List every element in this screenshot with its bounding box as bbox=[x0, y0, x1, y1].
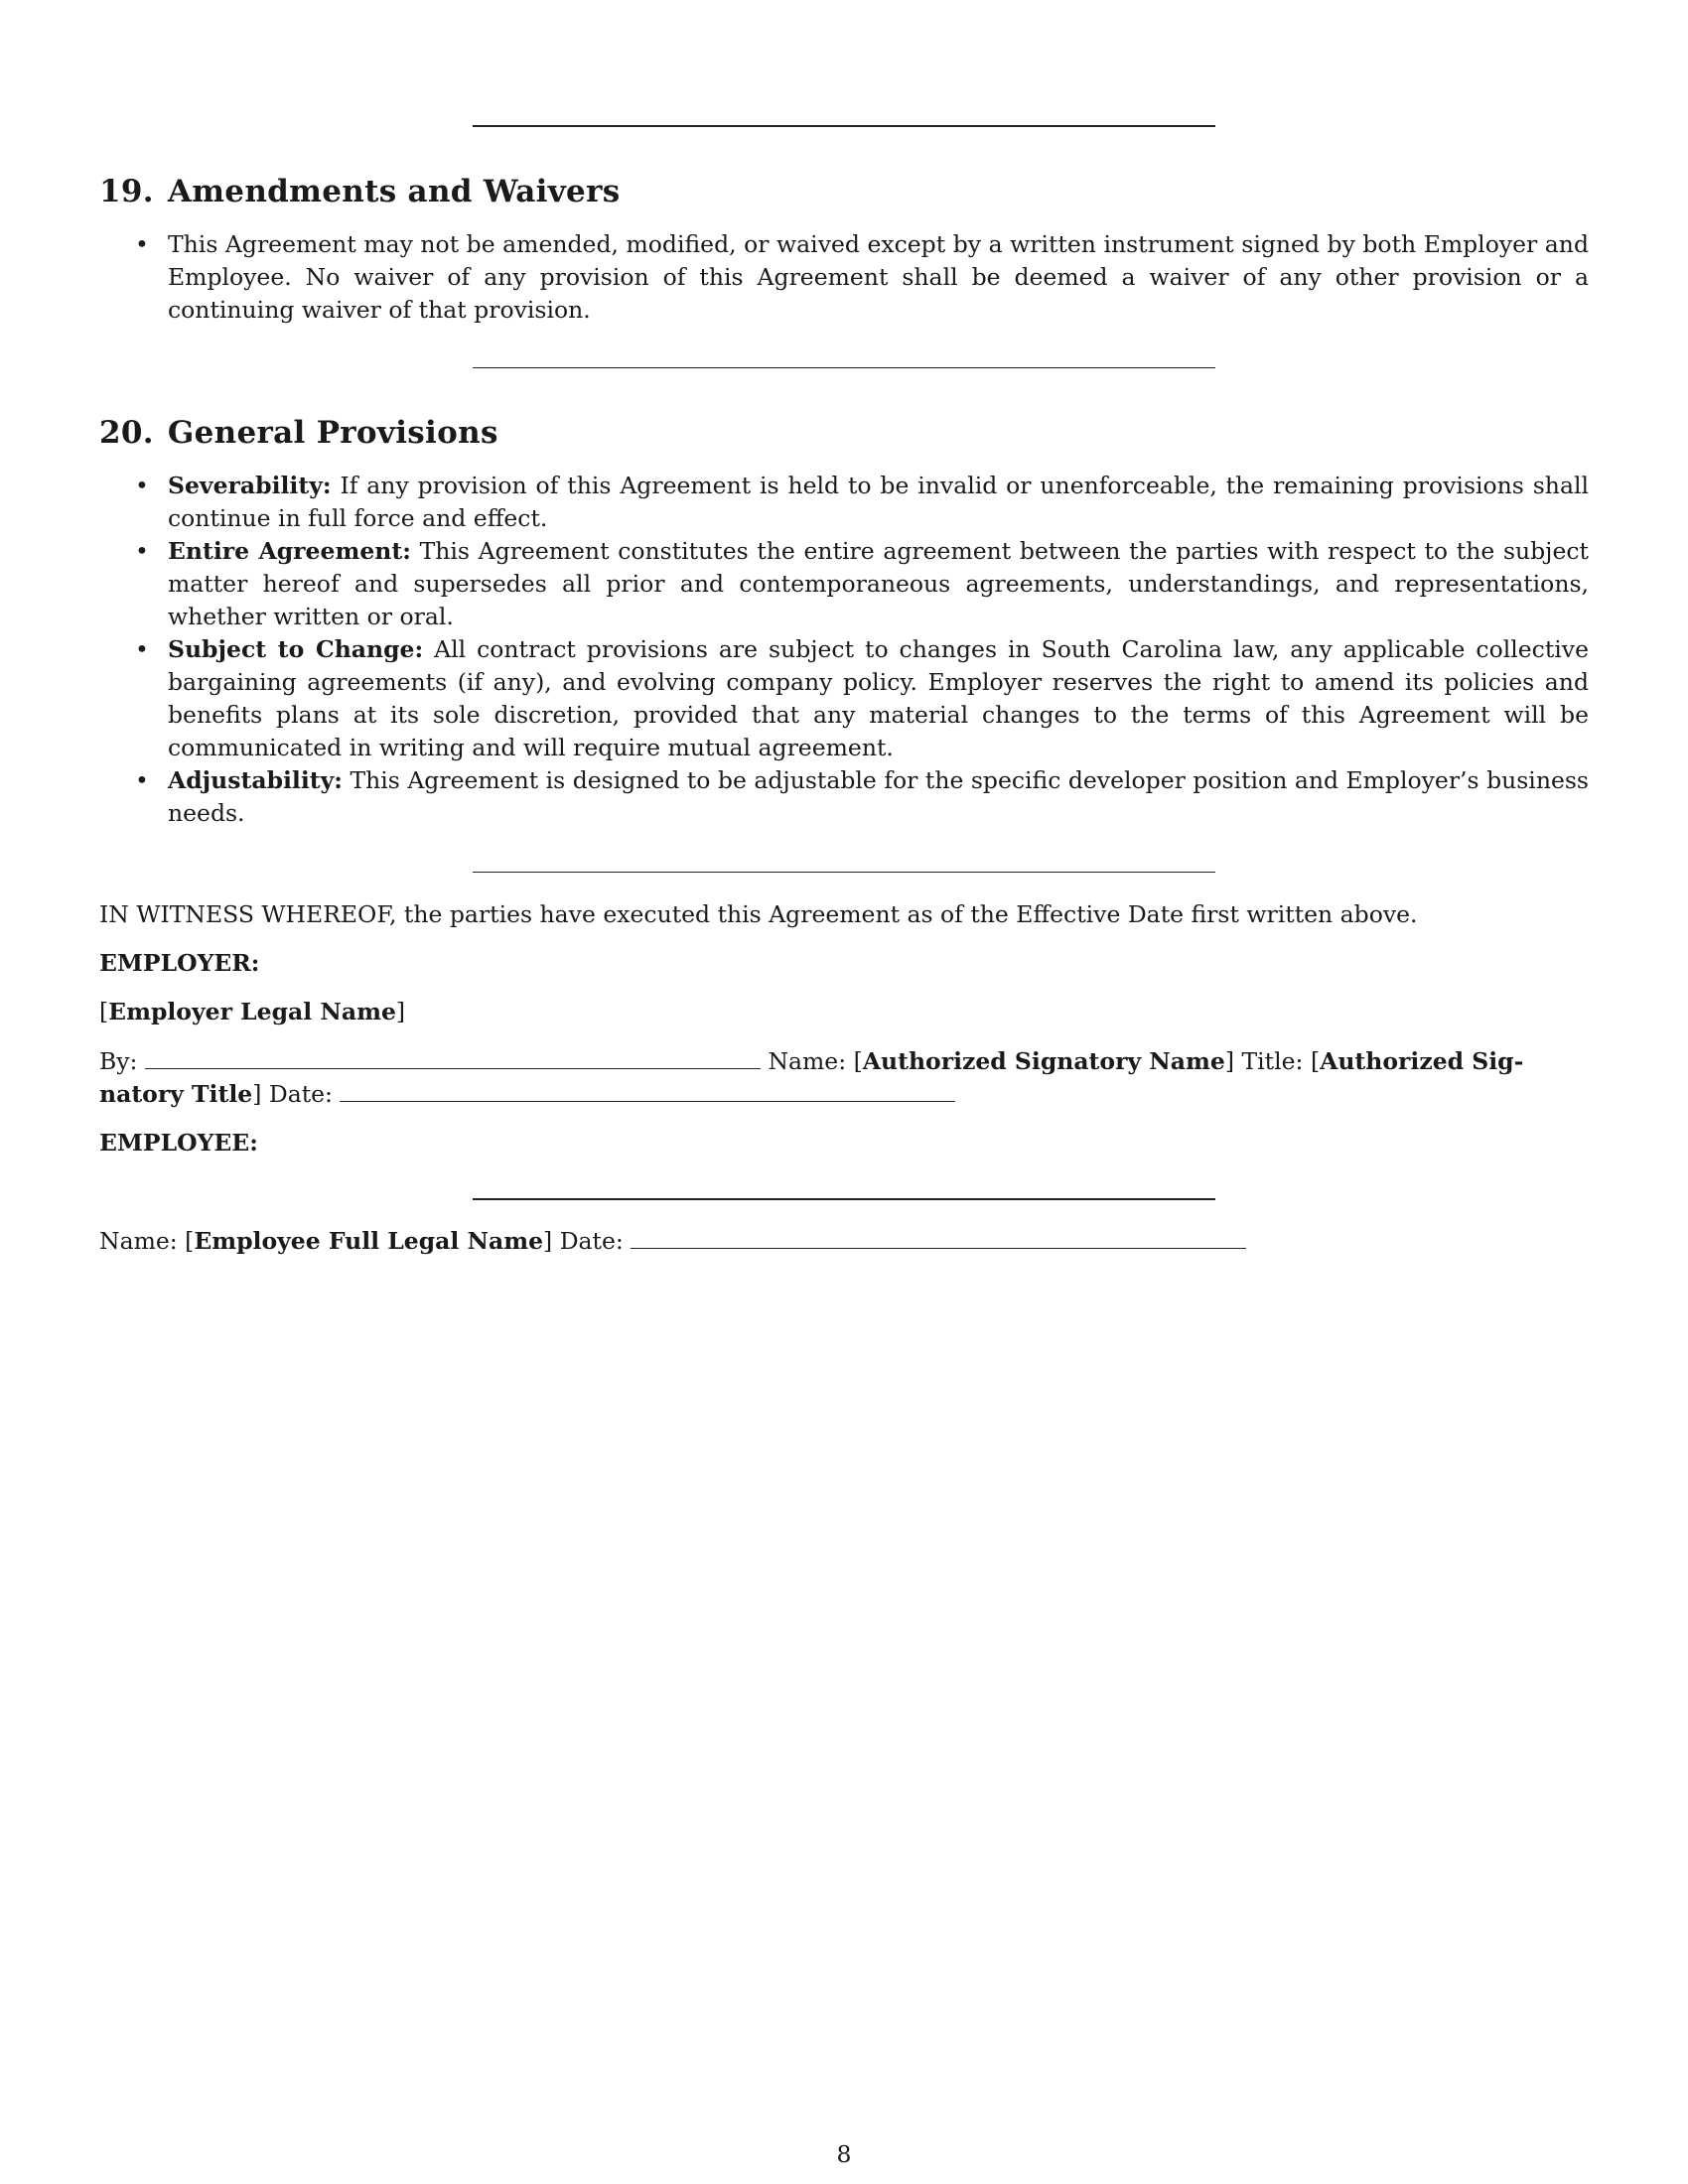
list-item bbox=[99, 535, 1589, 633]
signatory-title-placeholder-part2: natory Title bbox=[99, 1080, 253, 1108]
bracket-open: [ bbox=[99, 998, 109, 1025]
name-label: Name: bbox=[768, 1047, 847, 1075]
section-divider bbox=[473, 367, 1215, 368]
employer-label: EMPLOYER: bbox=[99, 949, 260, 977]
list-item-label: Adjustability: bbox=[168, 766, 343, 794]
list-item-label: Entire Agreement: bbox=[168, 537, 411, 565]
section-title: General Provisions bbox=[167, 415, 498, 451]
signatory-title-placeholder-part1: Authorized Sig- bbox=[1320, 1047, 1524, 1075]
witness-statement: IN WITNESS WHEREOF, the parties have executed this Agreement as of the Effective Date first written above. bbox=[99, 900, 1418, 928]
list-item bbox=[99, 633, 1589, 764]
section-divider bbox=[473, 872, 1215, 873]
section-number: 20. bbox=[99, 415, 154, 451]
list-item bbox=[99, 764, 1589, 830]
title-label: Title: bbox=[1241, 1047, 1304, 1075]
employer-signature-block: By: Name: [Authorized Signatory Name] Title: [Authorized Sig- bbox=[99, 1047, 1524, 1075]
signatory-name-placeholder: Authorized Signatory Name bbox=[862, 1047, 1225, 1075]
by-label: By: bbox=[99, 1047, 138, 1075]
employer-name bbox=[99, 996, 1589, 1028]
employer-date-line[interactable] bbox=[340, 1079, 955, 1102]
employee-name-block: Name: [Employee Full Legal Name] Date: bbox=[99, 1225, 1589, 1258]
employee-date-label: Date: bbox=[559, 1227, 624, 1255]
employee-name-placeholder: Employee Full Legal Name bbox=[194, 1227, 544, 1255]
employee-label: EMPLOYEE: bbox=[99, 1129, 258, 1157]
section-20-list bbox=[99, 470, 1589, 830]
employer-signature-line[interactable] bbox=[145, 1046, 761, 1069]
list-item-text: This Agreement constitutes the entire agreement between the parties with respect to the subject matter hereof and supersedes all prior and contemporaneous agreements, understandings, and representations, whether written or oral. bbox=[168, 537, 1589, 630]
list-item bbox=[99, 228, 1589, 327]
list-item-text: This Agreement is designed to be adjustable for the specific developer position and Employer’s business needs. bbox=[168, 766, 1589, 827]
employee-signature-line[interactable] bbox=[473, 1198, 1215, 1200]
list-item bbox=[99, 470, 1589, 535]
bracket-close: ] bbox=[395, 998, 406, 1025]
section-divider bbox=[473, 125, 1215, 127]
employer-signature-block-continued: natory Title] Date: bbox=[99, 1078, 1589, 1111]
list-item-text: All contract provisions are subject to changes in South Carolina law, any applicable collective bargaining agreements (if any), and evolving company policy. Employer reserves the right to amend its policies and benefits plans at its sole discretion, provided that any material changes to the terms of this Agreement will be communicated in writing and will require mutual agreement. bbox=[168, 635, 1589, 761]
section-heading-20 bbox=[99, 415, 498, 451]
section-title: Amendments and Waivers bbox=[167, 174, 621, 209]
list-item-label: Severability: bbox=[168, 472, 332, 499]
employee-date-line[interactable] bbox=[631, 1226, 1246, 1249]
employer-name-placeholder: Employer Legal Name bbox=[108, 998, 396, 1025]
list-item-text: If any provision of this Agreement is held to be invalid or unenforceable, the remaining provisions shall continue in full force and effect. bbox=[168, 472, 1589, 532]
section-heading-19 bbox=[99, 174, 620, 209]
list-item-label: Subject to Change: bbox=[168, 635, 424, 663]
employee-name-label: Name: bbox=[99, 1227, 178, 1255]
section-19-list bbox=[99, 228, 1589, 327]
page-number: 8 bbox=[836, 2140, 852, 2168]
list-item-text: This Agreement may not be amended, modified, or waived except by a written instrument signed by both Employer and Employee. No waiver of any provision of this Agreement shall be deemed a waiver of any other provision or a continuing waiver of that provision. bbox=[168, 230, 1589, 324]
section-number: 19. bbox=[99, 174, 154, 209]
date-label: Date: bbox=[268, 1080, 333, 1108]
